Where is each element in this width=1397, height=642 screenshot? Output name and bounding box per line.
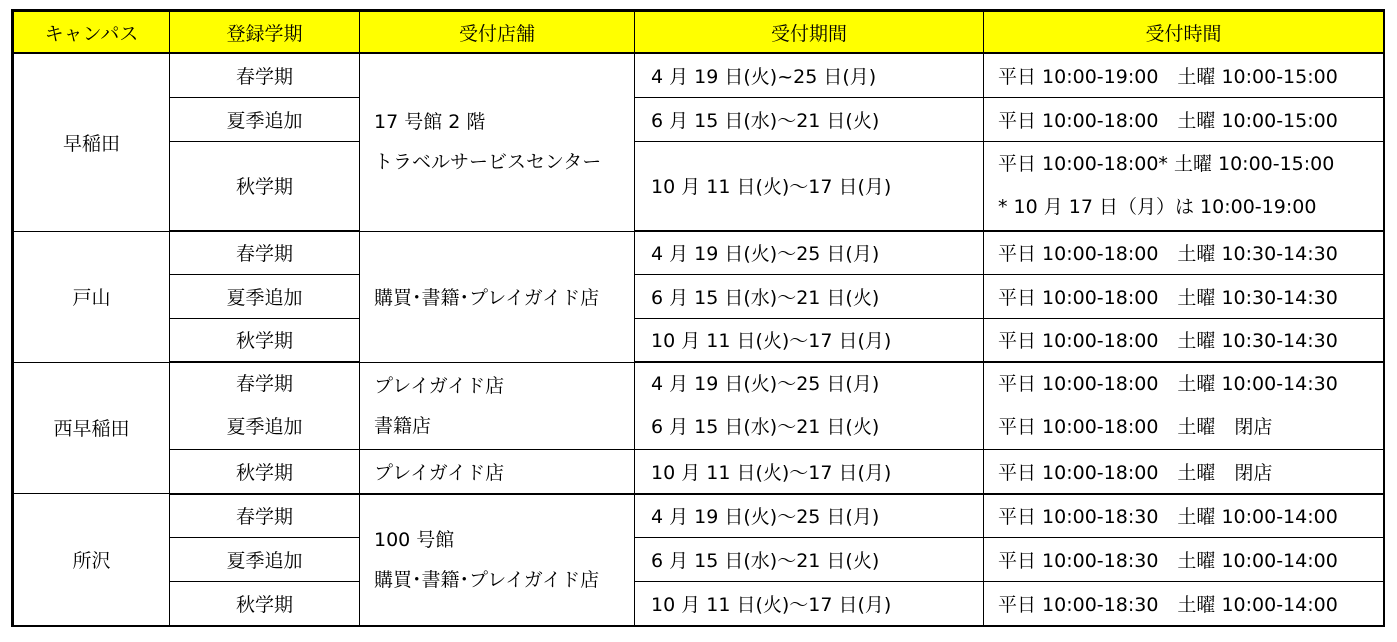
hours-cell: 平日 10:00-18:00 土曜 閉店 xyxy=(984,450,1384,494)
hours-cell xyxy=(984,141,1384,231)
store-line: トラベルサービスセンター xyxy=(374,151,602,174)
hours-cell: 平日 10:00-18:00 土曜 10:30-14:30 xyxy=(984,231,1384,274)
header-row xyxy=(14,12,1384,54)
table-row xyxy=(14,538,1384,582)
store-waseda xyxy=(360,53,635,231)
term-cell: 春学期 xyxy=(170,53,360,97)
hours-line: 平日 10:00-18:00* 土曜 10:00-15:00 xyxy=(998,152,1335,175)
term-line: 夏季追加 xyxy=(226,416,303,438)
schedule-table xyxy=(13,11,1384,626)
period-cell: 4 月 19 日(火)～25 日(月) xyxy=(635,231,984,274)
term-cell: 秋学期 xyxy=(170,450,360,494)
hours-cell: 平日 10:00-18:30 土曜 10:00-14:00 xyxy=(984,538,1384,582)
store-toyama: 購買･書籍･プレイガイド店 xyxy=(360,231,635,362)
header-campus: キャンパス xyxy=(14,12,170,54)
campus-nishiwaseda: 西早稲田 xyxy=(14,362,170,494)
store-line: 17 号館 2 階 xyxy=(374,111,486,134)
table-row xyxy=(14,582,1384,626)
period-cell: 6 月 15 日(水)～21 日(火) xyxy=(635,274,984,318)
period-line: 6 月 15 日(水)～21 日(火) xyxy=(651,416,880,438)
period-cell xyxy=(635,362,984,450)
table-row xyxy=(14,274,1384,318)
header-store: 受付店舗 xyxy=(360,12,635,54)
period-cell: 10 月 11 日(火)～17 日(月) xyxy=(635,141,984,231)
campus-waseda: 早稲田 xyxy=(14,53,170,231)
hours-cell: 平日 10:00-19:00 土曜 10:00-15:00 xyxy=(984,53,1384,97)
period-cell: 10 月 11 日(火)～17 日(月) xyxy=(635,450,984,494)
header-term: 登録学期 xyxy=(170,12,360,54)
table-row xyxy=(14,97,1384,141)
period-cell: 10 月 11 日(火)～17 日(月) xyxy=(635,318,984,362)
table-row xyxy=(14,53,1384,97)
period-line: 4 月 19 日(火)～25 日(月) xyxy=(651,373,880,395)
hours-cell: 平日 10:00-18:30 土曜 10:00-14:00 xyxy=(984,582,1384,626)
table-row xyxy=(14,494,1384,538)
term-cell: 夏季追加 xyxy=(170,97,360,141)
header-period: 受付期間 xyxy=(635,12,984,54)
term-line: 春学期 xyxy=(235,373,293,395)
table-row xyxy=(14,141,1384,231)
hours-cell: 平日 10:00-18:00 土曜 10:00-15:00 xyxy=(984,97,1384,141)
table-row xyxy=(14,231,1384,274)
hours-cell: 平日 10:00-18:00 土曜 10:30-14:30 xyxy=(984,274,1384,318)
store-line: 100 号館 xyxy=(374,528,455,551)
table-row xyxy=(14,450,1384,494)
period-cell: 6 月 15 日(水)～21 日(火) xyxy=(635,97,984,141)
term-cell: 夏季追加 xyxy=(170,538,360,582)
period-cell: 4 月 19 日(火)~25 日(月) xyxy=(635,53,984,97)
period-cell: 6 月 15 日(水)～21 日(火) xyxy=(635,538,984,582)
hours-cell xyxy=(984,362,1384,450)
store-line: 書籍店 xyxy=(374,414,432,437)
store-cell xyxy=(360,362,635,450)
store-tokorozawa xyxy=(360,494,635,626)
campus-toyama: 戸山 xyxy=(14,231,170,362)
store-cell: プレイガイド店 xyxy=(360,450,635,494)
term-cell: 春学期 xyxy=(170,494,360,538)
period-cell: 4 月 19 日(火)～25 日(月) xyxy=(635,494,984,538)
store-line: 購買･書籍･プレイガイド店 xyxy=(374,568,600,591)
term-cell: 秋学期 xyxy=(170,582,360,626)
hours-cell: 平日 10:00-18:30 土曜 10:00-14:00 xyxy=(984,494,1384,538)
hours-line: 平日 10:00-18:00 土曜 10:00-14:30 xyxy=(998,373,1338,395)
table-row xyxy=(14,362,1384,450)
hours-line: 平日 10:00-18:00 土曜 閉店 xyxy=(998,416,1273,438)
header-hours: 受付時間 xyxy=(984,12,1384,54)
hours-note: * 10 月 17 日（月）は 10:00-19:00 xyxy=(998,195,1317,218)
hours-cell: 平日 10:00-18:00 土曜 10:30-14:30 xyxy=(984,318,1384,362)
term-cell: 春学期 xyxy=(170,231,360,274)
term-cell: 秋学期 xyxy=(170,141,360,231)
term-cell: 秋学期 xyxy=(170,318,360,362)
schedule-sheet xyxy=(11,9,1385,627)
campus-tokorozawa: 所沢 xyxy=(14,494,170,626)
term-cell xyxy=(170,362,360,450)
period-cell: 10 月 11 日(火)～17 日(月) xyxy=(635,582,984,626)
term-cell: 夏季追加 xyxy=(170,274,360,318)
table-row xyxy=(14,318,1384,362)
store-line: プレイガイド店 xyxy=(374,374,505,397)
